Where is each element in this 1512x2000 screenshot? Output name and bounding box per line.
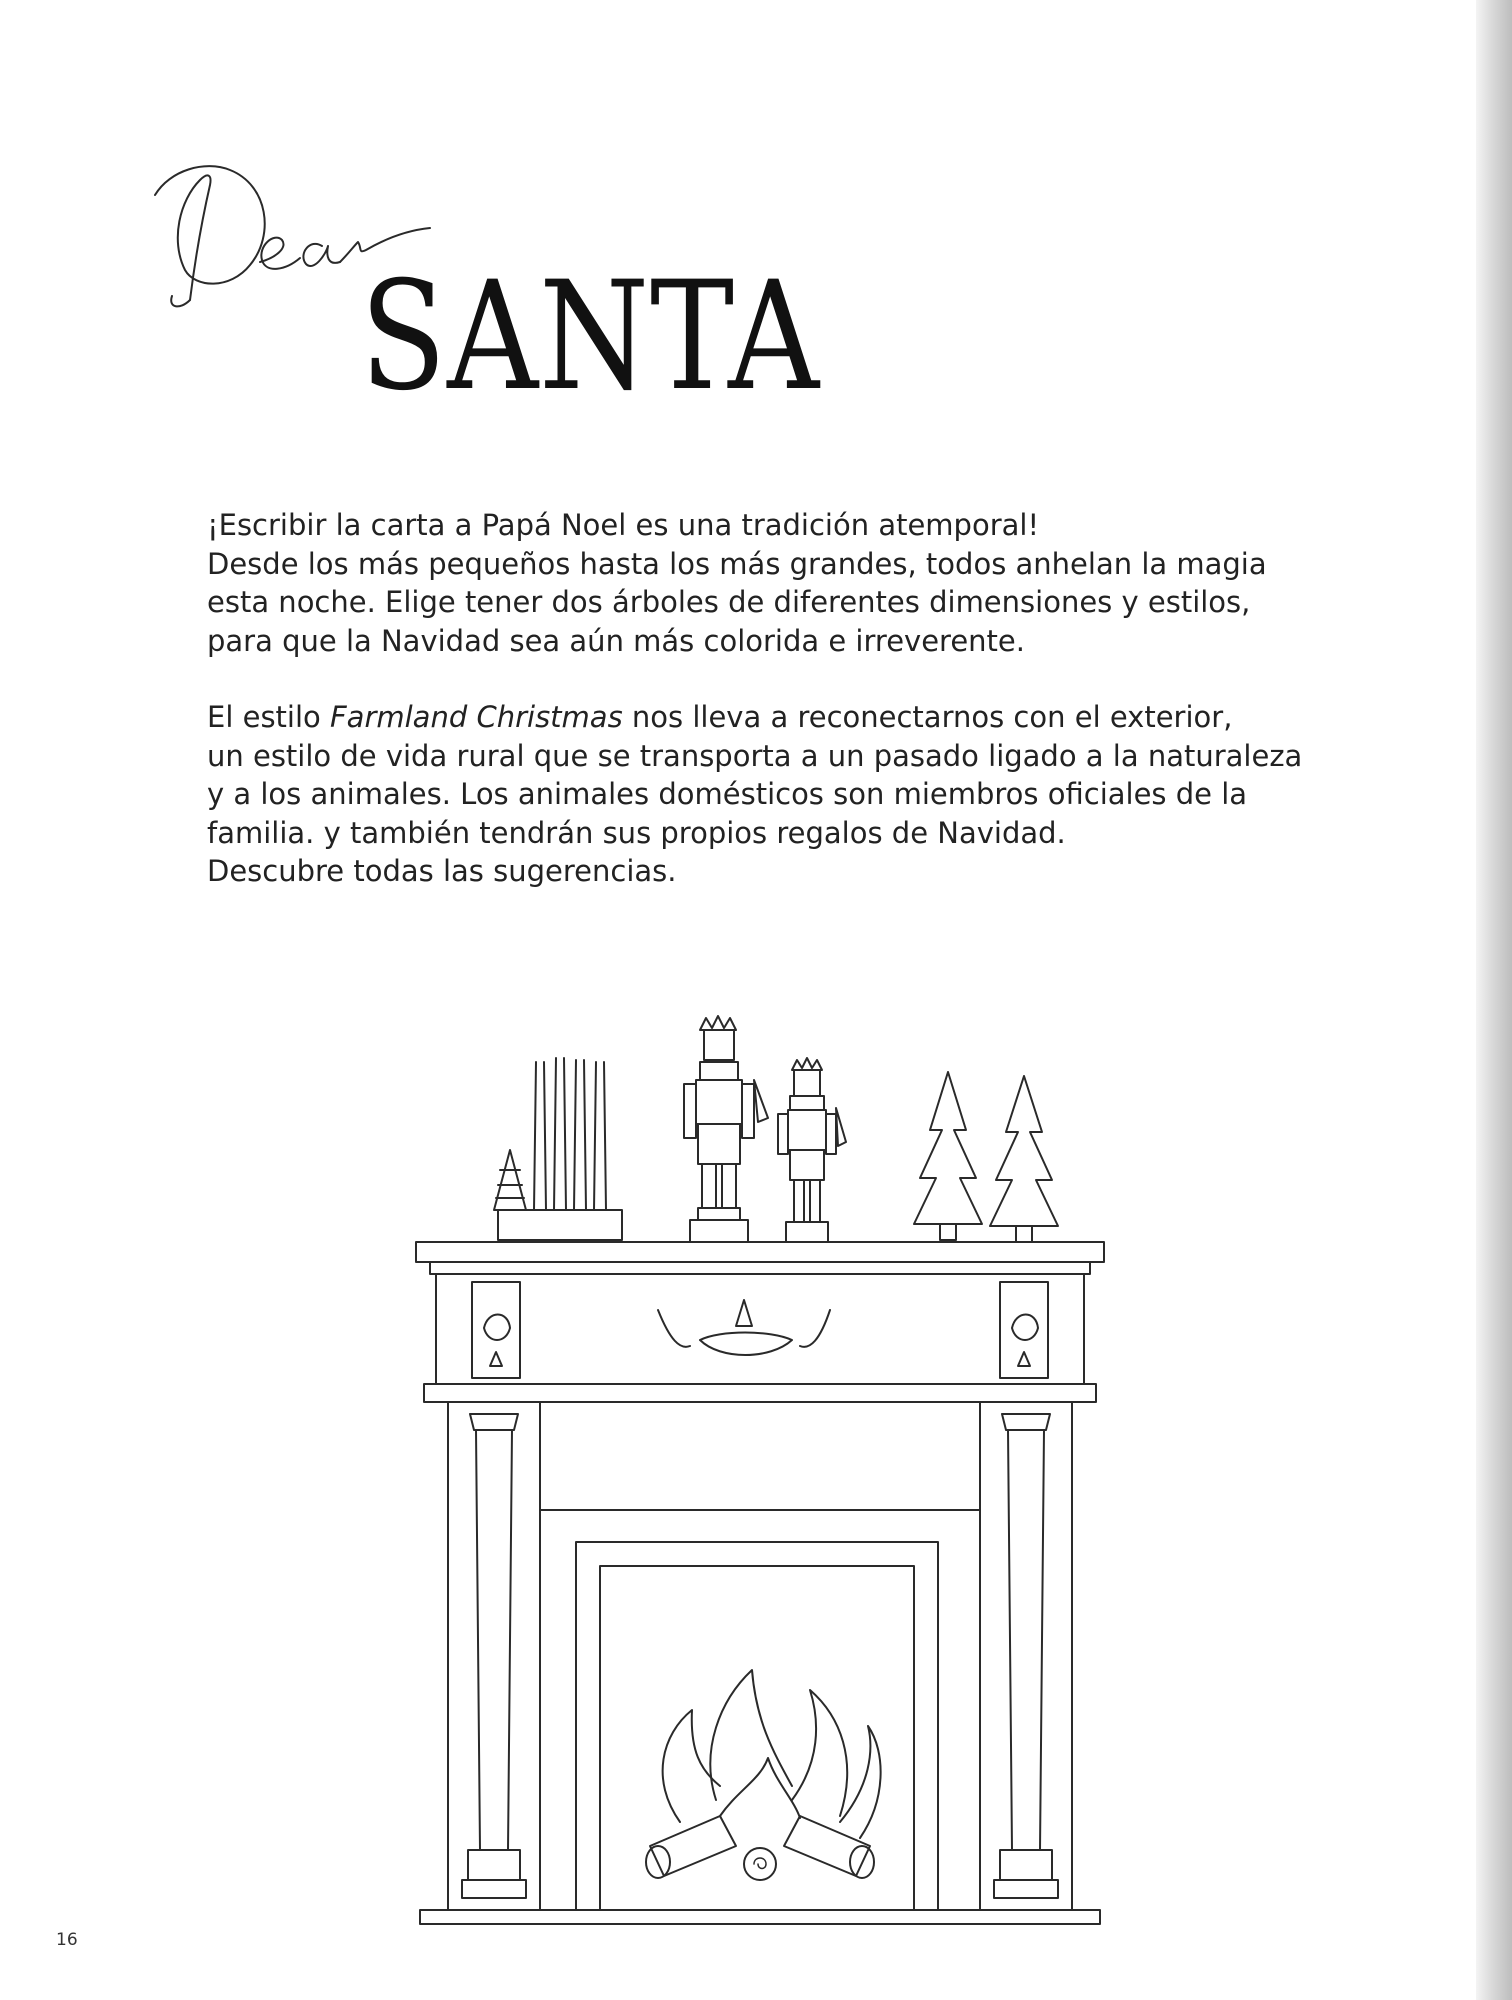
title-santa: SANTA	[360, 250, 820, 424]
p1-line-4: para que la Navidad sea aún más colorida e irreverente.	[207, 623, 1025, 658]
page-edge-shadow	[1476, 0, 1512, 2000]
page-number: 16	[56, 1930, 78, 1950]
tree-figure-right	[990, 1076, 1058, 1242]
paragraph-2	[207, 698, 1347, 891]
p2-line-1-end: nos lleva a reconectarnos con el exterior,	[622, 700, 1233, 734]
tree-figure-left	[914, 1072, 982, 1240]
fire-flames	[663, 1670, 881, 1838]
p2-line-3: y a los animales. Los animales domésticos son miembros oficiales de la	[207, 777, 1248, 811]
p2-line-1-start: El estilo	[207, 700, 330, 734]
p2-line-5: Descubre todas las sugerencias.	[207, 854, 677, 888]
p1-line-3: esta noche. Elige tener dos árboles de diferentes dimensiones y estilos,	[207, 585, 1251, 619]
p1-line-2: Desde los más pequeños hasta los más grandes, todos anhelan la magia	[207, 546, 1267, 581]
right-column	[980, 1402, 1072, 1910]
mantel-ledge	[424, 1384, 1096, 1402]
left-column	[448, 1402, 540, 1910]
fire-logs	[646, 1816, 874, 1880]
candle-holder	[498, 1058, 622, 1240]
mantel-shelf	[416, 1242, 1104, 1274]
mantel-frieze	[436, 1274, 1084, 1384]
small-cone-tree	[494, 1150, 526, 1210]
p2-line-2: un estilo de vida rural que se transporta a un pasado ligado a la naturaleza	[207, 738, 1303, 773]
nutcracker-small	[778, 1058, 846, 1242]
intro-text	[207, 506, 1347, 891]
fireplace-illustration	[400, 1010, 1120, 1930]
p1-line-1: ¡Escribir la carta a Papá Noel es una tradición atemporal!	[207, 508, 1040, 542]
p2-line-4: familia. y también tendrán sus propios regalos de Navidad.	[207, 815, 1066, 850]
paragraph-1	[207, 506, 1347, 660]
p2-style-name: Farmland Christmas	[330, 700, 623, 734]
nutcracker-large	[684, 1016, 768, 1242]
